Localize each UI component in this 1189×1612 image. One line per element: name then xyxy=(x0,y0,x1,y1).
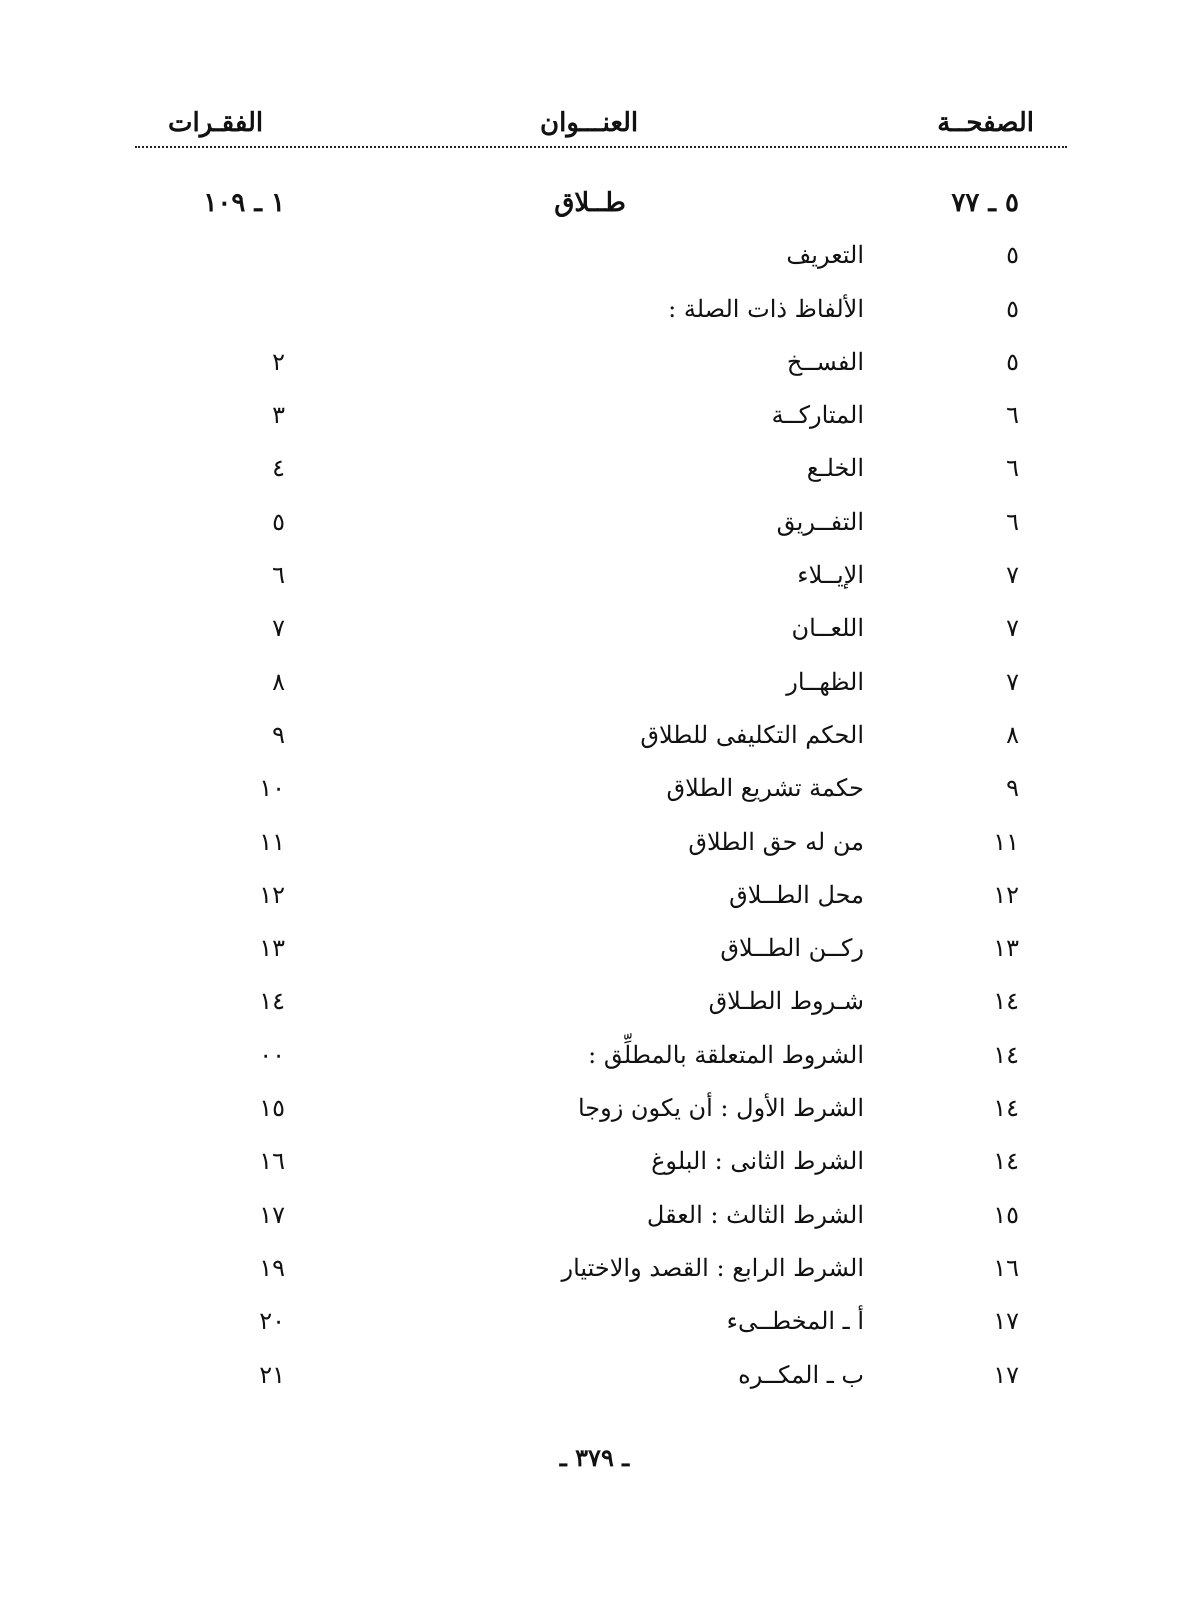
index-row xyxy=(0,287,1189,340)
index-row xyxy=(0,393,1189,446)
row-title: شـروط الطـلاق xyxy=(708,987,864,1016)
row-title: من له حق الطلاق xyxy=(688,827,864,856)
row-paragraphs: ٥ xyxy=(272,507,285,536)
row-paragraphs: ٤ xyxy=(272,454,285,483)
row-title: أ ـ المخطــىء xyxy=(726,1307,864,1336)
row-page: ٩ xyxy=(1006,774,1019,803)
index-row xyxy=(0,1299,1189,1352)
row-paragraphs: ١١ xyxy=(259,827,285,856)
index-row xyxy=(0,1353,1189,1406)
row-page: ١٧ xyxy=(993,1307,1019,1336)
index-row xyxy=(0,606,1189,659)
row-title: التفــريق xyxy=(776,507,864,536)
row-page: ٥ ـ ٧٧ xyxy=(951,188,1019,218)
index-row xyxy=(0,1246,1189,1299)
index-row xyxy=(0,553,1189,606)
row-title: التعريف xyxy=(786,241,864,270)
index-row xyxy=(0,1139,1189,1192)
page-number: ـ ٣٧٩ ـ xyxy=(559,1443,630,1472)
row-page: ٥ xyxy=(1006,347,1019,376)
row-page: ٧ xyxy=(1006,614,1019,643)
index-row xyxy=(0,1193,1189,1246)
row-page: ٦ xyxy=(1006,507,1019,536)
row-page: ١٤ xyxy=(993,1040,1019,1069)
index-rows xyxy=(0,180,1189,1406)
row-title: الشرط الثانى : البلوغ xyxy=(651,1147,864,1176)
header-divider xyxy=(135,146,1067,148)
row-page: ٧ xyxy=(1006,667,1019,696)
row-paragraphs: ١٠ xyxy=(259,774,285,803)
row-page: ١٤ xyxy=(993,987,1019,1016)
row-paragraphs: ٢ xyxy=(272,347,285,376)
index-row xyxy=(0,340,1189,393)
row-title: الظهــار xyxy=(786,667,864,696)
row-paragraphs: ٧ xyxy=(272,614,285,643)
row-title: الشرط الثالث : العقل xyxy=(646,1200,864,1229)
row-title: الإيــلاء xyxy=(797,561,864,590)
table-header xyxy=(0,108,1189,148)
row-page: ١١ xyxy=(993,827,1019,856)
index-row xyxy=(0,766,1189,819)
index-row xyxy=(0,180,1189,233)
row-page: ١٢ xyxy=(993,880,1019,909)
row-paragraphs: ١٩ xyxy=(259,1253,285,1282)
row-title: الشرط الرابع : القصد والاختيار xyxy=(561,1253,864,1282)
row-paragraphs: ٩ xyxy=(272,720,285,749)
row-page: ٥ xyxy=(1006,294,1019,323)
row-title: اللعــان xyxy=(791,614,864,643)
index-row xyxy=(0,926,1189,979)
row-paragraphs: ٦ xyxy=(272,561,285,590)
index-row xyxy=(0,1033,1189,1086)
row-page: ١٦ xyxy=(993,1253,1019,1282)
index-row xyxy=(0,1086,1189,1139)
row-paragraphs: ١٤ xyxy=(259,987,285,1016)
index-row xyxy=(0,500,1189,553)
row-title: طــلاق xyxy=(554,188,626,218)
row-paragraphs: ٠٠ xyxy=(259,1040,285,1069)
row-paragraphs: ١٧ xyxy=(259,1200,285,1229)
row-page: ١٣ xyxy=(993,934,1019,963)
row-page: ٦ xyxy=(1006,454,1019,483)
index-row xyxy=(0,233,1189,286)
row-paragraphs: ١٥ xyxy=(259,1094,285,1123)
row-paragraphs: ٣ xyxy=(272,401,285,430)
index-row xyxy=(0,660,1189,713)
row-page: ٦ xyxy=(1006,401,1019,430)
row-title: محل الطــلاق xyxy=(729,880,864,909)
row-page: ٨ xyxy=(1006,720,1019,749)
index-row xyxy=(0,713,1189,766)
index-row xyxy=(0,820,1189,873)
row-paragraphs: ١ ـ ١٠٩ xyxy=(203,188,285,218)
row-title: الفســخ xyxy=(786,347,864,376)
row-page: ١٥ xyxy=(993,1200,1019,1229)
index-row xyxy=(0,446,1189,499)
row-title: ب ـ المكــره xyxy=(738,1360,864,1389)
row-paragraphs: ١٦ xyxy=(259,1147,285,1176)
row-title: الشرط الأول : أن يكون زوجا xyxy=(577,1094,864,1123)
row-title: المتاركــة xyxy=(771,401,864,430)
row-paragraphs: ٢٠ xyxy=(259,1307,285,1336)
row-page: ١٧ xyxy=(993,1360,1019,1389)
row-paragraphs: ٨ xyxy=(272,667,285,696)
row-page: ٥ xyxy=(1006,241,1019,270)
row-title: الشروط المتعلقة بالمطلِّق : xyxy=(588,1040,864,1069)
row-title: الخلـع xyxy=(806,454,864,483)
row-page: ١٤ xyxy=(993,1094,1019,1123)
row-title: ركــن الطــلاق xyxy=(720,934,864,963)
row-paragraphs: ٢١ xyxy=(259,1360,285,1389)
row-title: الألفاظ ذات الصلة : xyxy=(668,294,864,323)
row-title: الحكم التكليفى للطلاق xyxy=(640,720,864,749)
row-title: حكمة تشريع الطلاق xyxy=(666,774,864,803)
header-page-column: الصفحــة xyxy=(937,108,1034,138)
row-page: ٧ xyxy=(1006,561,1019,590)
index-row xyxy=(0,979,1189,1032)
header-title-column: العنـــوان xyxy=(540,108,639,138)
index-row xyxy=(0,873,1189,926)
row-paragraphs: ١٢ xyxy=(259,880,285,909)
header-paragraphs-column: الفقـرات xyxy=(168,108,264,138)
row-page: ١٤ xyxy=(993,1147,1019,1176)
row-paragraphs: ١٣ xyxy=(259,934,285,963)
